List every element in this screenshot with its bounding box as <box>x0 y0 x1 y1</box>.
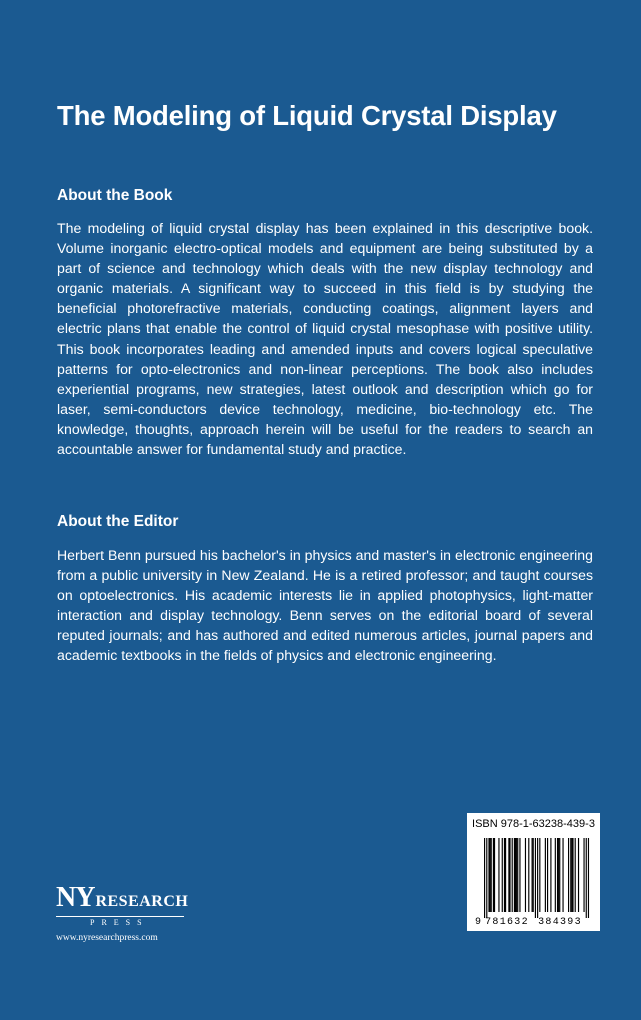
barcode-digit-first: 9 <box>475 917 482 926</box>
barcode-bar <box>491 838 492 912</box>
barcode-bar <box>578 838 579 912</box>
barcode-bar <box>550 838 551 912</box>
barcode-bar <box>570 838 571 912</box>
about-book-heading: About the Book <box>57 187 173 204</box>
barcode-bar <box>555 838 556 912</box>
barcode-digits-left: 781632 <box>485 917 529 926</box>
barcode-bar <box>532 838 533 912</box>
barcode-bar <box>514 838 515 912</box>
barcode-bar <box>558 838 559 912</box>
barcode-bar <box>533 838 534 912</box>
barcode-bar <box>486 838 487 918</box>
barcode-bar <box>484 838 485 918</box>
barcode-bar <box>516 838 517 912</box>
barcode-bar <box>517 838 518 912</box>
barcode-bar <box>539 838 540 912</box>
barcode-bar <box>559 838 560 912</box>
barcode-bar <box>571 838 572 912</box>
barcode-bar <box>547 838 548 912</box>
barcode-digits-right: 384393 <box>538 917 582 926</box>
barcode-bar <box>515 838 516 912</box>
publisher-url: www.nyresearchpress.com <box>56 933 158 943</box>
about-book-text: The modeling of liquid crystal display has been explained in this descriptive book. Volume inorganic electro-optical models and equipment are being substituted by a part of science and technology which deals with the new display technology and organic materials. A significant way to succeed in this field is by studying the beneficial photorefractive materials, conducting coatings, alignment layers and electric plans that enable the control of liquid crystal mesophase with positive utility. This book incorporates leading and amended inputs and covers logical speculative patterns for opto-electronics and non-linear perceptions. The book also includes experiential programs, new strategies, latest outlook and description which go for laser, semi-conductors device technology, medicine, bio-technology etc. The knowledge, thoughts, approach herein will be useful for the readers to search an accountable answer for fundamental study and practice. <box>57 220 593 458</box>
about-editor-heading: About the Editor <box>57 513 179 530</box>
barcode-bar <box>494 838 495 912</box>
barcode-bar <box>512 838 513 912</box>
barcode-bar <box>537 838 538 918</box>
publisher-logo-wordmark <box>56 882 196 914</box>
barcode-bar <box>525 838 526 912</box>
barcode-bar <box>557 838 558 912</box>
barcode-bar <box>583 838 584 912</box>
isbn-barcode <box>467 813 600 931</box>
barcode-bars <box>473 838 594 926</box>
barcode-bar <box>508 838 509 912</box>
barcode-bar <box>575 838 576 912</box>
book-title: The Modeling of Liquid Crystal Display <box>57 100 557 131</box>
barcode-bar <box>562 838 563 912</box>
logo-research: RESEARCH <box>95 893 189 910</box>
barcode-bar <box>505 838 506 912</box>
barcode-bar <box>588 838 589 918</box>
barcode-bar <box>493 838 494 912</box>
barcode-bar <box>502 838 503 912</box>
barcode-bar <box>488 838 489 912</box>
barcode-bar <box>509 838 510 912</box>
about-editor-text: Herbert Benn pursued his bachelor's in physics and master's in electronic engineering from a public university in New Zealand. He is a retired professor; and taught courses on optoelectronics. His academic interests lie in applied photophysics, light-matter interaction and display technology. Benn serves on the editorial board of several reputed journals; and has authored and edited numerous articles, journal papers and academic textbooks in the fields of physics and electronic engineering. <box>57 547 593 664</box>
barcode-bar <box>498 838 499 912</box>
barcode-bar <box>519 838 520 912</box>
isbn-label: ISBN 978-1-63238-439-3 <box>472 818 595 830</box>
barcode-bar <box>586 838 587 918</box>
barcode-bar <box>572 838 573 912</box>
barcode-bar <box>504 838 505 912</box>
logo-rule <box>56 916 184 917</box>
logo-ny: NY <box>56 882 95 913</box>
barcode-bar <box>535 838 536 918</box>
barcode-bar <box>568 838 569 912</box>
logo-press: PRESS <box>90 918 149 927</box>
barcode-bar <box>490 838 491 912</box>
barcode-bar <box>545 838 546 912</box>
barcode-bar <box>528 838 529 912</box>
publisher-logo <box>56 882 196 943</box>
